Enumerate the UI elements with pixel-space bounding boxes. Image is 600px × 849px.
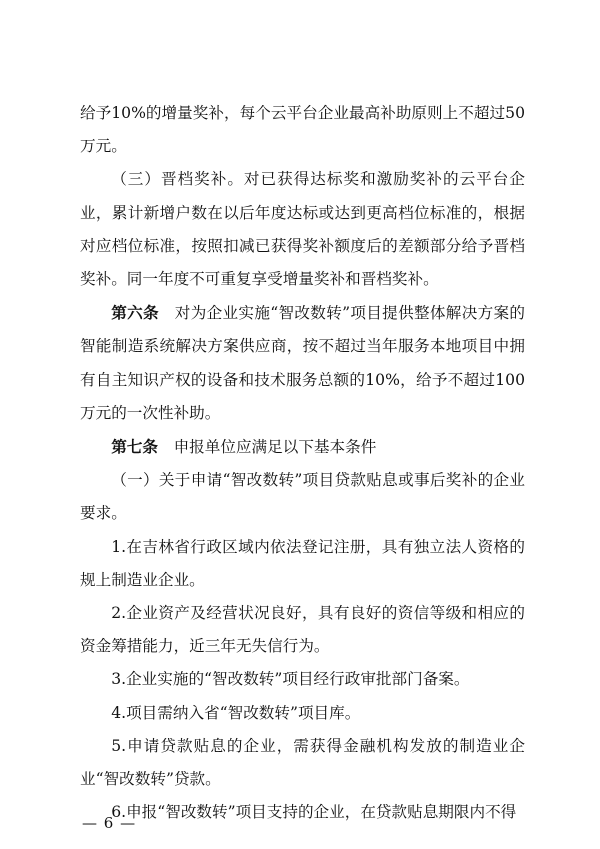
paragraph-1	[80, 97, 525, 163]
paragraph-2	[80, 163, 525, 296]
document-body	[80, 97, 525, 829]
paragraph-10	[80, 730, 525, 796]
paragraph-6	[80, 531, 525, 597]
article-7-text: 申报单位应满足以下基本条件	[157, 438, 377, 457]
paragraph-1-text: 给予10%的增量奖补，每个云平台企业最高补助原则上不超过50万元。	[80, 104, 525, 156]
paragraph-2-text: （三）晋档奖补。对已获得达标奖和激励奖补的云平台企业，累计新增户数在以后年度达标或达到更高档位标准的，根据对应档位标准，按照扣减已获得奖补额度后的差额部分给予晋档奖补。同一年度不可重复享受增量奖补和晋档奖补。	[80, 170, 525, 289]
article-6-text: 对为企业实施“智改数转”项目提供整体解决方案的智能制造系统解决方案供应商，按不超过当年服务本地项目中拥有自主知识产权的设备和技术服务总额的10%，给予不超过100万元的一次性补助。	[80, 304, 525, 422]
paragraph-7	[80, 597, 525, 663]
page-number: — 6 —	[82, 814, 137, 832]
article-6-heading: 第六条	[111, 303, 159, 323]
paragraph-9	[80, 697, 525, 730]
paragraph-5	[80, 464, 525, 530]
paragraph-11	[80, 796, 525, 829]
article-6	[80, 296, 525, 430]
paragraph-10-text: 5.申请贷款贴息的企业，需获得金融机构发放的制造业企业“智改数转”贷款。	[80, 736, 525, 789]
paragraph-7-text: 2.企业资产及经营状况良好，具有良好的资信等级和相应的资金筹措能力，近三年无失信行为。	[80, 604, 525, 656]
paragraph-9-text: 4.项目需纳入省“智改数转”项目库。	[111, 703, 361, 722]
paragraph-8-text: 3.企业实施的“智改数转”项目经行政审批部门备案。	[111, 670, 470, 689]
article-7-heading: 第七条	[111, 437, 158, 457]
paragraph-6-text: 1.在吉林省行政区域内依法登记注册，具有独立法人资格的规上制造业企业。	[80, 537, 525, 589]
paragraph-11-text: 6.申报“智改数转”项目支持的企业，在贷款贴息期限内不得	[111, 803, 517, 822]
article-7	[80, 430, 525, 464]
paragraph-8	[80, 663, 525, 696]
paragraph-5-text: （一）关于申请“智改数转”项目贷款贴息或事后奖补的企业要求。	[80, 471, 525, 523]
